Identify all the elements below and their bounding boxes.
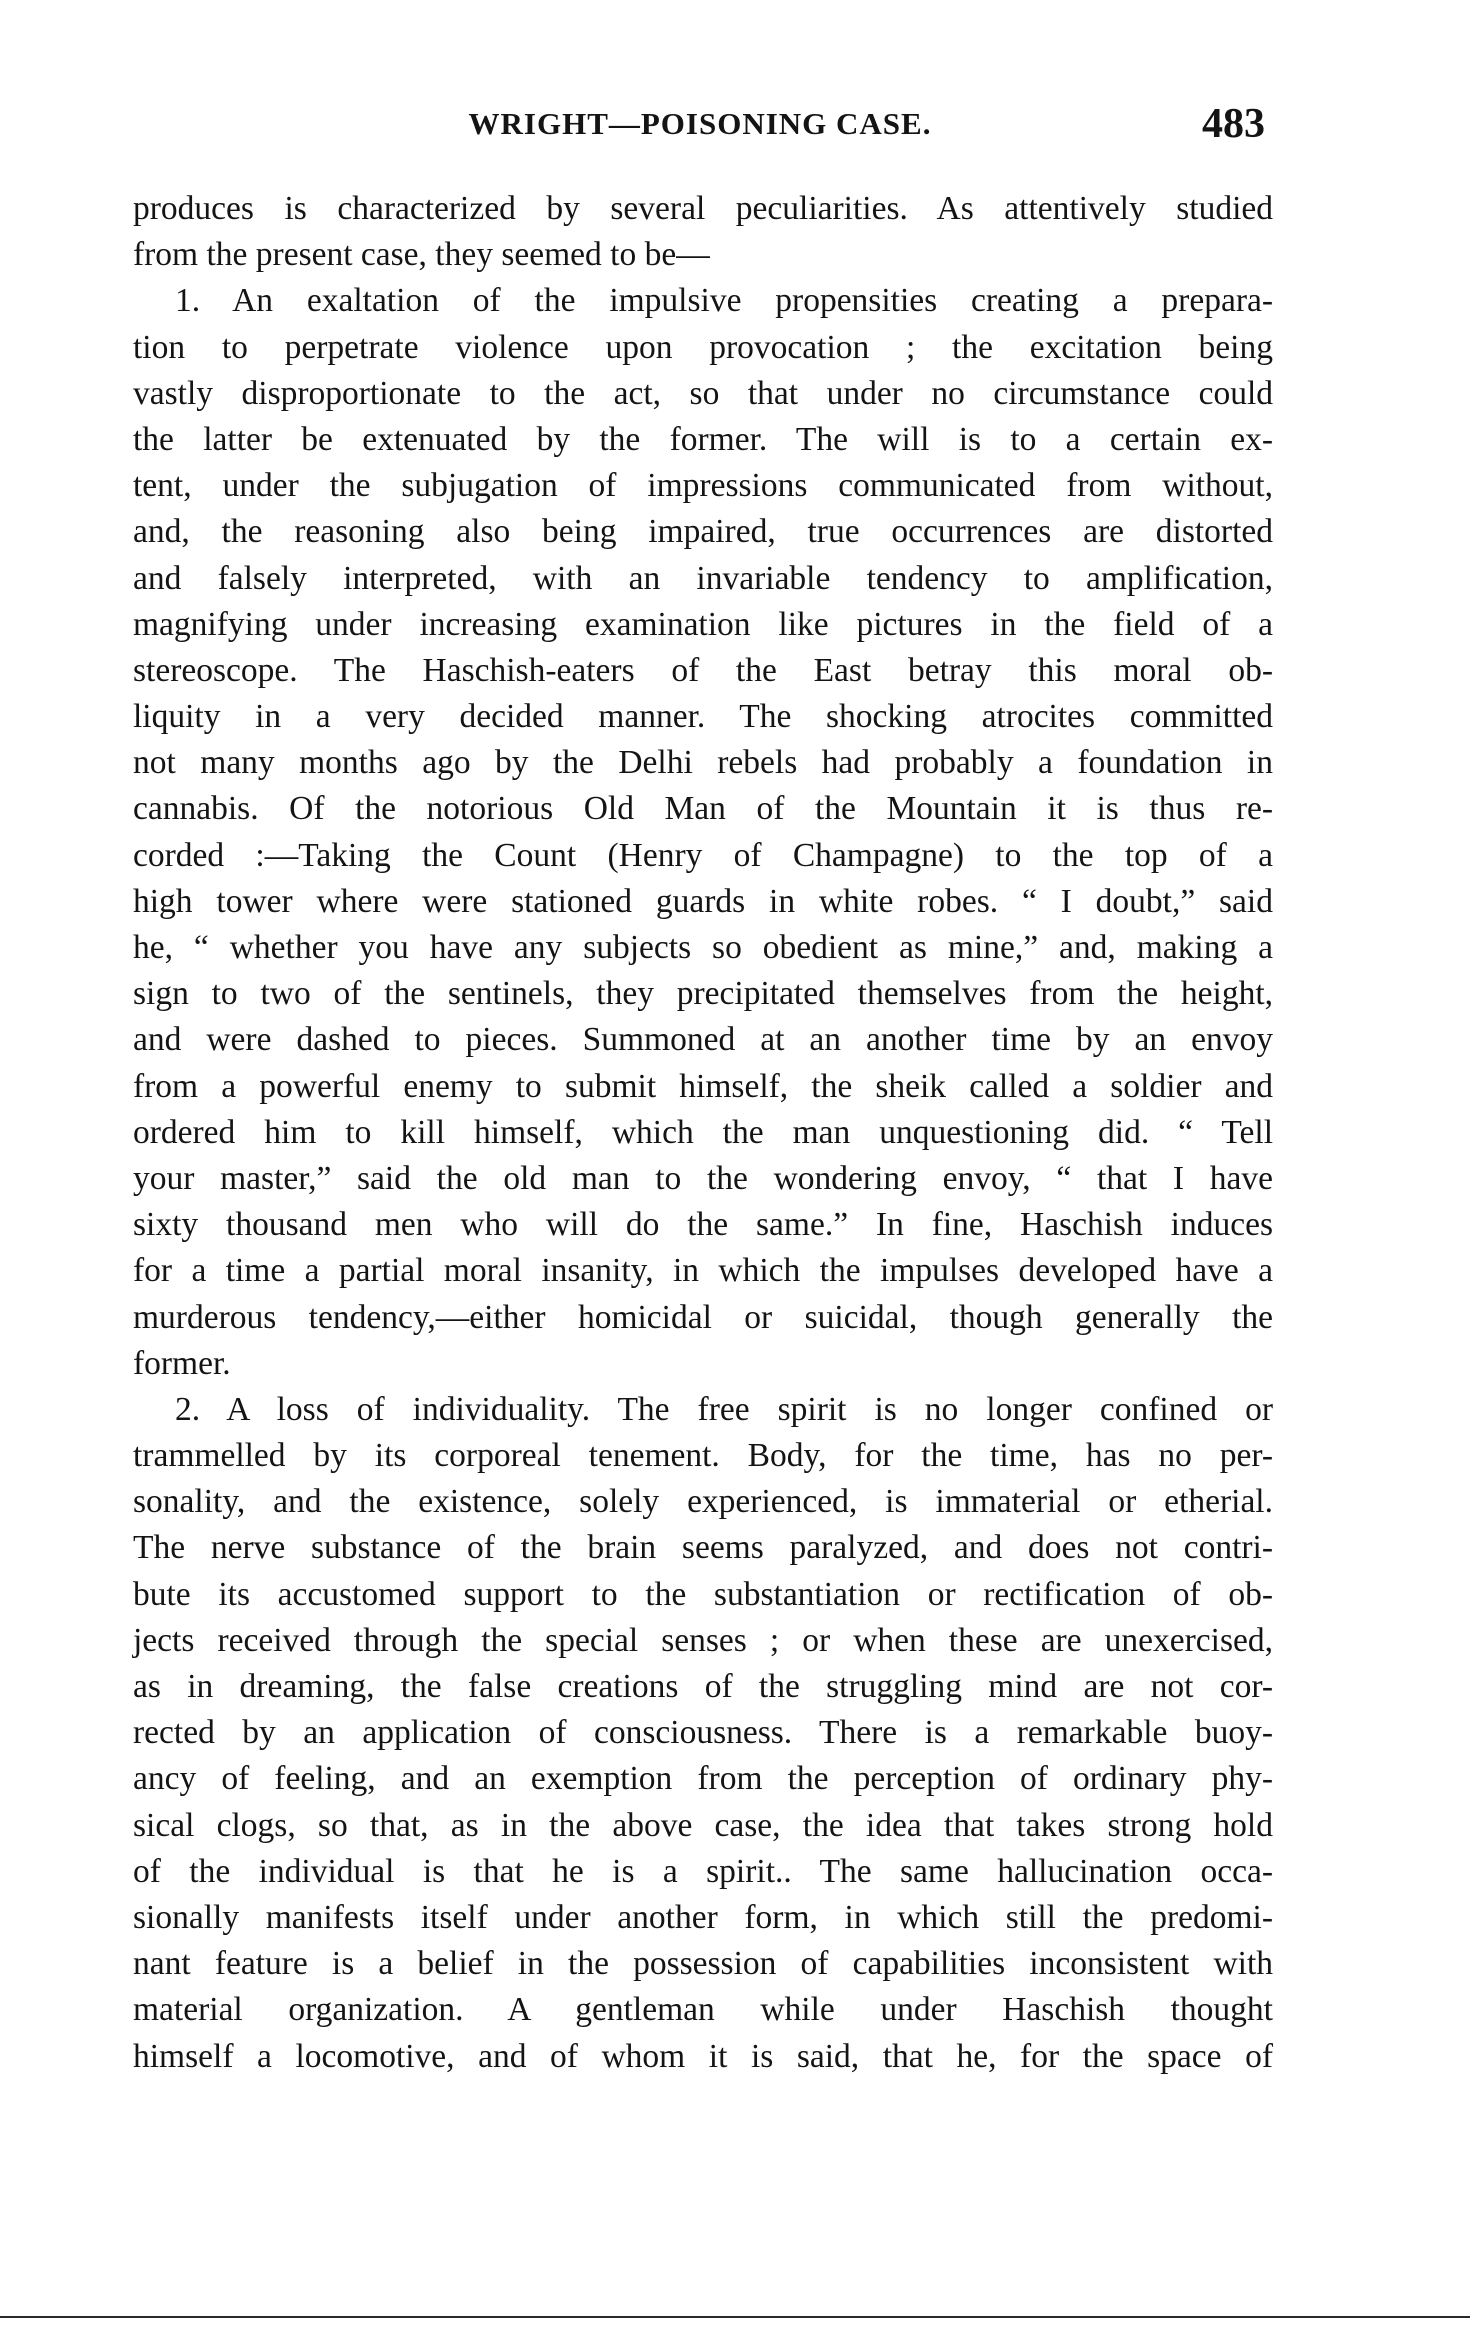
text-line: from the present case, they seemed to be— xyxy=(133,236,710,274)
text-line: himself a locomotive, and of whom it is said, that he, for the space of xyxy=(133,2037,1273,2075)
text-line: cannabis. Of the notorious Old Man of the Mountain it is thus re- xyxy=(133,790,1273,828)
text-line: sign to two of the sentinels, they precipitated themselves from the height, xyxy=(133,975,1273,1013)
text-line: tion to perpetrate violence upon provocation ; the excitation being xyxy=(133,328,1273,366)
text-line: ordered him to kill himself, which the man unquestioning did. “ Tell xyxy=(133,1113,1273,1151)
text-line: 1. An exaltation of the impulsive propensities creating a prepara- xyxy=(175,282,1273,320)
text-line: rected by an application of consciousness. There is a remarkable buoy- xyxy=(133,1714,1273,1752)
text-line: your master,” said the old man to the wondering envoy, “ that I have xyxy=(133,1159,1273,1197)
text-line: liquity in a very decided manner. The shocking atrocites committed xyxy=(133,698,1273,736)
text-line: from a powerful enemy to submit himself, the sheik called a soldier and xyxy=(133,1067,1273,1105)
text-line: jects received through the special senses ; or when these are unexercised, xyxy=(133,1621,1273,1659)
text-line: and were dashed to pieces. Summoned at an another time by an envoy xyxy=(133,1021,1273,1059)
text-line: ancy of feeling, and an exemption from the perception of ordinary phy- xyxy=(133,1760,1273,1798)
text-line: the latter be extenuated by the former. The will is to a certain ex- xyxy=(133,420,1273,458)
text-line: sical clogs, so that, as in the above case, the idea that takes strong hold xyxy=(133,1806,1273,1844)
text-line: sionally manifests itself under another form, in which still the predomi- xyxy=(133,1898,1273,1936)
text-line: material organization. A gentleman while under Haschish thought xyxy=(133,1991,1273,2029)
text-line: produces is characterized by several peculiarities. As attentively studied xyxy=(133,190,1273,227)
text-line: and, the reasoning also being impaired, true occurrences are distorted xyxy=(133,513,1273,551)
text-line: trammelled by its corporeal tenement. Body, for the time, has no per- xyxy=(133,1437,1273,1475)
text-line: of the individual is that he is a spirit.. The same hallucination occa- xyxy=(133,1852,1273,1890)
text-line: nant feature is a belief in the possession of capabilities inconsistent with xyxy=(133,1945,1273,1983)
text-line: magnifying under increasing examination like pictures in the field of a xyxy=(133,605,1273,643)
running-title: WRIGHT—POISONING CASE. xyxy=(468,106,932,141)
text-line: sonality, and the existence, solely experienced, is immaterial or etherial. xyxy=(133,1483,1273,1521)
text-line: corded :—Taking the Count (Henry of Champagne) to the top of a xyxy=(133,836,1273,874)
text-line: high tower where were stationed guards in white robes. “ I doubt,” said xyxy=(133,882,1273,920)
text-line: vastly disproportionate to the act, so that under no circumstance could xyxy=(133,374,1273,412)
text-line: The nerve substance of the brain seems paralyzed, and does not contri- xyxy=(133,1529,1273,1567)
text-line: not many months ago by the Delhi rebels had probably a foundation in xyxy=(133,744,1273,782)
text-line: tent, under the subjugation of impressions communicated from without, xyxy=(133,467,1273,505)
text-line: bute its accustomed support to the substantiation or rectification of ob- xyxy=(133,1575,1273,1613)
text-line: he, “ whether you have any subjects so obedient as mine,” and, making a xyxy=(133,929,1273,966)
text-line: murderous tendency,—either homicidal or suicidal, though generally the xyxy=(133,1298,1273,1336)
running-head xyxy=(135,100,1265,160)
bottom-rule xyxy=(0,2316,1470,2318)
text-line: for a time a partial moral insanity, in which the impulses developed have a xyxy=(133,1252,1273,1290)
text-line: stereoscope. The Haschish-eaters of the East betray this moral ob- xyxy=(133,651,1273,689)
text-line: 2. A loss of individuality. The free spirit is no longer confined or xyxy=(175,1390,1273,1428)
text-line: former. xyxy=(133,1344,231,1382)
page-number: 483 xyxy=(1202,101,1265,147)
text-line: sixty thousand men who will do the same.” In fine, Haschish induces xyxy=(133,1206,1273,1244)
text-line: as in dreaming, the false creations of the struggling mind are not cor- xyxy=(133,1668,1273,1705)
body-text xyxy=(133,186,1273,2080)
text-line: and falsely interpreted, with an invariable tendency to amplification, xyxy=(133,559,1273,597)
